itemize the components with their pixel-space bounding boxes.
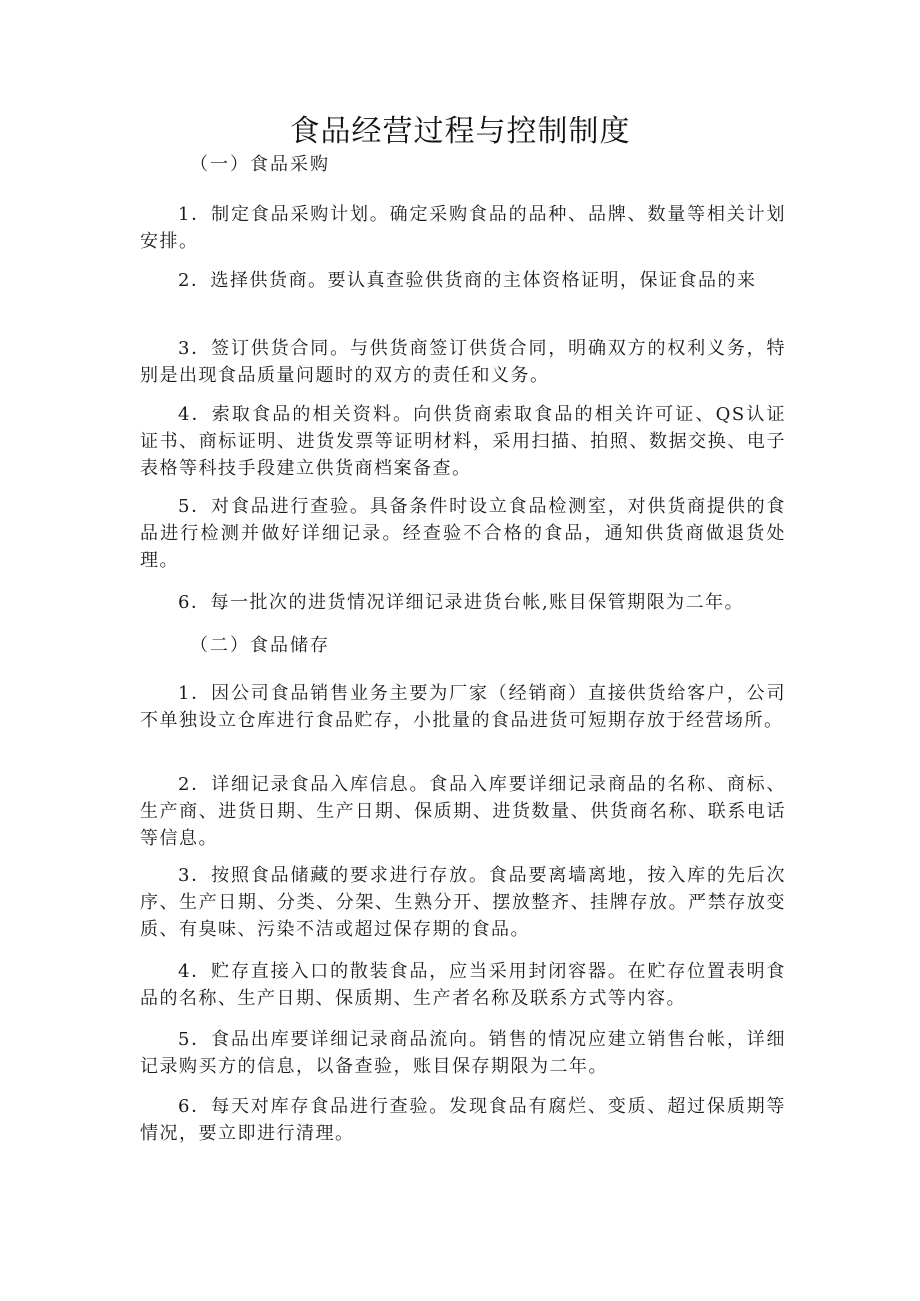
- storage-item-6: 6．每天对库存食品进行查验。发现食品有腐烂、变质、超过保质期等情况，要立即进行清理。: [140, 1096, 786, 1144]
- storage-item-5: 5．食品出库要详细记录商品流向。销售的情况应建立销售台帐，详细记录购买方的信息，以备查验，账目保存期限为二年。: [140, 1029, 786, 1077]
- storage-item-3: 3．按照食品储藏的要求进行存放。食品要离墙离地，按入库的先后次序、生产日期、分类、分架、生熟分开、摆放整齐、挂牌存放。严禁存放变质、有臭味、污染不洁或超过保存期的食品。: [140, 865, 786, 940]
- procurement-item-1: 1．制定食品采购计划。确定采购食品的品种、品牌、数量等相关计划安排。: [140, 204, 786, 252]
- storage-item-1: 1．因公司食品销售业务主要为厂家（经销商）直接供货给客户，公司不单独设立仓库进行食品贮存，小批量的食品进货可短期存放于经营场所。: [140, 683, 786, 731]
- section-heading-procurement: （一）食品采购: [190, 154, 330, 175]
- storage-item-2: 2．详细记录食品入库信息。食品入库要详细记录商品的名称、商标、生产商、进货日期、生产日期、保质期、进货数量、供货商名称、联系电话等信息。: [140, 774, 786, 849]
- procurement-item-4: 4．索取食品的相关资料。向供货商索取食品的相关许可证、QS认证证书、商标证明、进货发票等证明材料，采用扫描、拍照、数据交换、电子表格等科技手段建立供货商档案备查。: [140, 404, 786, 479]
- procurement-item-5: 5．对食品进行查验。具备条件时设立食品检测室，对供货商提供的食品进行检测并做好详细记录。经查验不合格的食品，通知供货商做退货处理。: [140, 496, 786, 571]
- procurement-item-6: 6．每一批次的进货情况详细记录进货台帐,账目保管期限为二年。: [178, 592, 745, 613]
- document-title: 食品经营过程与控制制度: [289, 114, 631, 149]
- storage-item-4: 4．贮存直接入口的散装食品，应当采用封闭容器。在贮存位置表明食品的名称、生产日期、保质期、生产者名称及联系方式等内容。: [140, 961, 786, 1009]
- procurement-item-2: 2．选择供货商。要认真查验供货商的主体资格证明，保证食品的来: [178, 270, 757, 291]
- section-heading-storage: （二）食品储存: [190, 635, 330, 656]
- procurement-item-3: 3．签订供货合同。与供货商签订供货合同，明确双方的权利义务，特别是出现食品质量问题时的双方的责任和义务。: [140, 338, 786, 386]
